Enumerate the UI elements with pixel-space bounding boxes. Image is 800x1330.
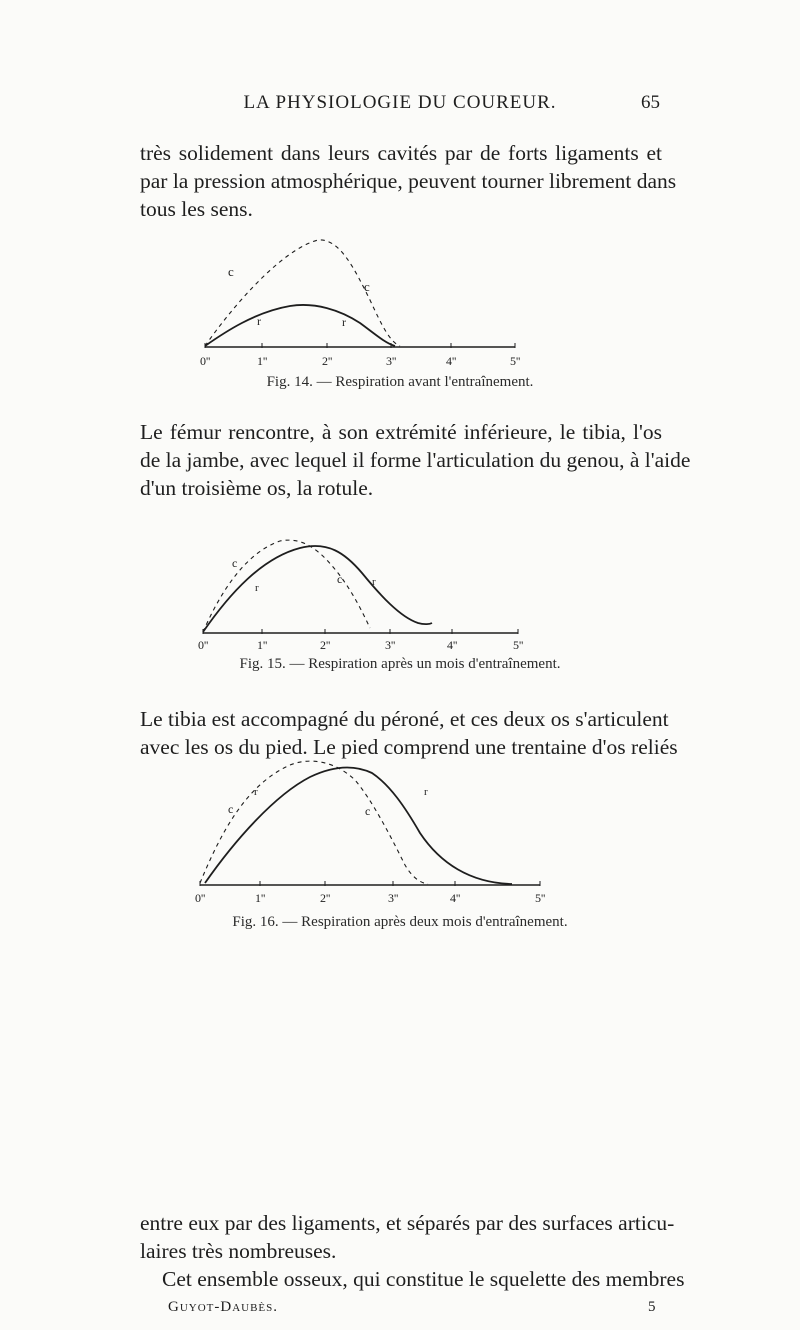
curve-solid-r [205, 767, 512, 884]
figure-16 [0, 755, 800, 910]
curve-dashed-c [203, 540, 370, 632]
curve-solid-r [205, 305, 395, 346]
figure-14-caption: Fig. 14. — Respiration avant l'entraînement. [266, 374, 534, 390]
text-line: entre eux par des ligaments, et séparés par des surfaces articu- [140, 1211, 675, 1235]
tick-label: 0'' [200, 354, 211, 368]
curve-label-r: r [424, 786, 428, 798]
tick-label: 0'' [198, 638, 209, 652]
running-title: LA PHYSIOLOGIE DU COUREUR. [243, 92, 557, 113]
tick-label: 4'' [446, 354, 457, 368]
text-line: par la pression atmosphérique, peuvent tourner librement dans [140, 169, 677, 193]
curve-label-r: r [255, 582, 259, 594]
figure-16-caption: Fig. 16. — Respiration après deux mois d'entraînement. [232, 914, 568, 930]
paragraph-2 [140, 418, 691, 502]
tick-label: 0'' [195, 891, 206, 905]
tick-label: 5'' [510, 354, 521, 368]
text-line: avec les os du pied. Le pied comprend une trentaine d'os reliés [140, 735, 678, 759]
tick-label: 4'' [450, 891, 461, 905]
respiration-chart-14 [0, 230, 800, 370]
text-line: Le tibia est accompagné du péroné, et ces deux os s'articulent [140, 707, 669, 731]
curve-label-r: r [372, 576, 376, 588]
text-line: très solidement dans leurs cavités par de forts ligaments et [140, 141, 662, 165]
curve-dashed-c [200, 761, 428, 884]
curve-solid-r [203, 546, 432, 632]
figure-15-caption: Fig. 15. — Respiration après un mois d'entraînement. [239, 656, 561, 672]
tick-label: 5'' [535, 891, 546, 905]
curve-label-c: c [365, 804, 371, 818]
tick-label: 4'' [447, 638, 458, 652]
tick-label: 5'' [513, 638, 524, 652]
curve-label-c: c [232, 556, 238, 570]
curve-label-c: c [364, 279, 370, 294]
curve-label-c: c [228, 802, 234, 816]
curve-label-r: r [342, 315, 346, 329]
curve-label-c: c [228, 264, 234, 279]
text-line: tous les sens. [140, 197, 253, 221]
text-line: d'un troisième os, la rotule. [140, 476, 374, 500]
running-head [140, 92, 660, 122]
paragraph-4 [140, 1209, 685, 1293]
figure-14 [0, 230, 800, 370]
curve-label-c: c [337, 572, 343, 586]
tick-label: 3'' [388, 891, 399, 905]
tick-label: 2'' [320, 891, 331, 905]
tick-label: 2'' [322, 354, 333, 368]
figure-15 [0, 533, 800, 653]
curve-label-r: r [257, 314, 261, 328]
text-line: Cet ensemble osseux, qui constitue le squelette des membres [162, 1267, 685, 1291]
tick-label: 1'' [257, 638, 268, 652]
tick-label: 3'' [385, 638, 396, 652]
printer-signature: Guyot-Daubès. [168, 1299, 279, 1315]
curve-label-r: r [254, 786, 258, 798]
tick-label: 1'' [257, 354, 268, 368]
respiration-chart-16 [0, 755, 800, 910]
signature-number: 5 [648, 1299, 656, 1315]
tick-label: 1'' [255, 891, 266, 905]
tick-label: 2'' [320, 638, 331, 652]
paragraph-1 [140, 139, 677, 223]
text-line: laires très nombreuses. [140, 1239, 337, 1263]
text-line: Le fémur rencontre, à son extrémité inférieure, le tibia, l'os [140, 420, 662, 444]
tick-label: 3'' [386, 354, 397, 368]
text-line: de la jambe, avec lequel il forme l'articulation du genou, à l'aide [140, 448, 691, 472]
respiration-chart-15 [0, 533, 800, 653]
paragraph-3 [140, 705, 678, 761]
page-number: 65 [641, 92, 660, 113]
